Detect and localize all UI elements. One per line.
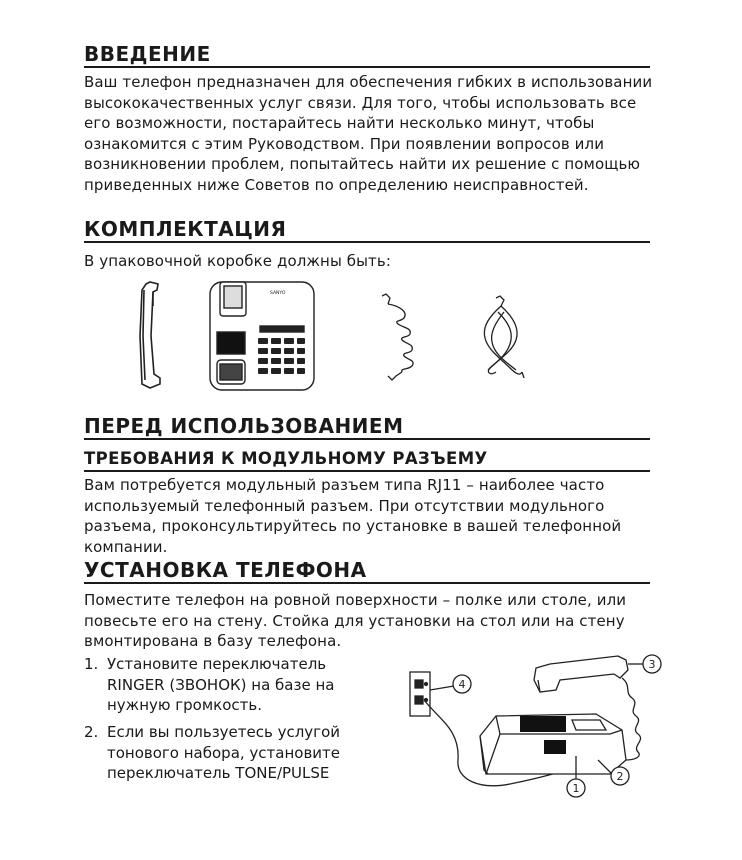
step-text: Если вы пользуетесь услугой тонового набора, установите переключатель TONE/PULSE	[107, 723, 341, 782]
install-step-1	[84, 654, 384, 716]
package-paragraph: В упаковочной коробке должны быть:	[84, 252, 391, 270]
package-heading: КОМПЛЕКТАЦИЯ	[84, 217, 650, 243]
line-cord-icon	[484, 296, 524, 378]
telephone-base-icon	[210, 282, 314, 390]
callout-2-label: 2	[616, 770, 624, 783]
handset-icon	[140, 282, 160, 388]
step-number: 1.	[84, 655, 99, 673]
telephone-base-drawing	[480, 714, 626, 774]
install-heading: УСТАНОВКА ТЕЛЕФОНА	[84, 558, 650, 584]
wall-jack-icon	[410, 672, 430, 716]
install-paragraph: Поместите телефон на ровной поверхности – полке или столе, или повесьте его на стену. Стойка для установки на стол или на стену вмонтирована в базу телефона.	[84, 591, 627, 651]
before-use-heading: ПЕРЕД ИСПОЛЬЗОВАНИЕМ	[84, 414, 650, 440]
installation-diagram	[400, 650, 670, 800]
intro-paragraph: Ваш телефон предназначен для обеспечения гибких в использовании высококачественных услуг связи. Для того, чтобы использовать все его возможности, постарайтесь найти несколько минут, чтобы ознакомится с этим Руководством. При появлении вопросов или возникновении проблем, попытайтесь найти их решение с помощью приведенных ниже Советов по определению неисправностей.	[84, 73, 653, 194]
step-text: Установите переключатель RINGER (ЗВОНОК) на базе на нужную громкость.	[107, 655, 335, 714]
step-number: 2.	[84, 723, 99, 741]
jack-requirements-subheading: ТРЕБОВАНИЯ К МОДУЛЬНОМУ РАЗЪЕМУ	[84, 448, 650, 472]
package-contents-illustration	[120, 276, 540, 396]
leader-line-4	[430, 686, 454, 690]
callout-4-label: 4	[458, 678, 466, 691]
install-step-2	[84, 722, 384, 784]
callout-1-label: 1	[572, 782, 580, 795]
handset-drawing	[534, 656, 628, 692]
intro-heading: ВВЕДЕНИЕ	[84, 42, 650, 68]
callout-3-label: 3	[648, 658, 656, 671]
jack-requirements-paragraph: Вам потребуется модульный разъем типа RJ11 – наиболее часто используемый телефонный разъем. При отсутствии модульного разъема, проконсультируйтесь по установке в вашей телефонной компании.	[84, 476, 622, 556]
coiled-cord-icon	[382, 294, 413, 380]
phone-brand-label: SANYO	[270, 291, 286, 296]
